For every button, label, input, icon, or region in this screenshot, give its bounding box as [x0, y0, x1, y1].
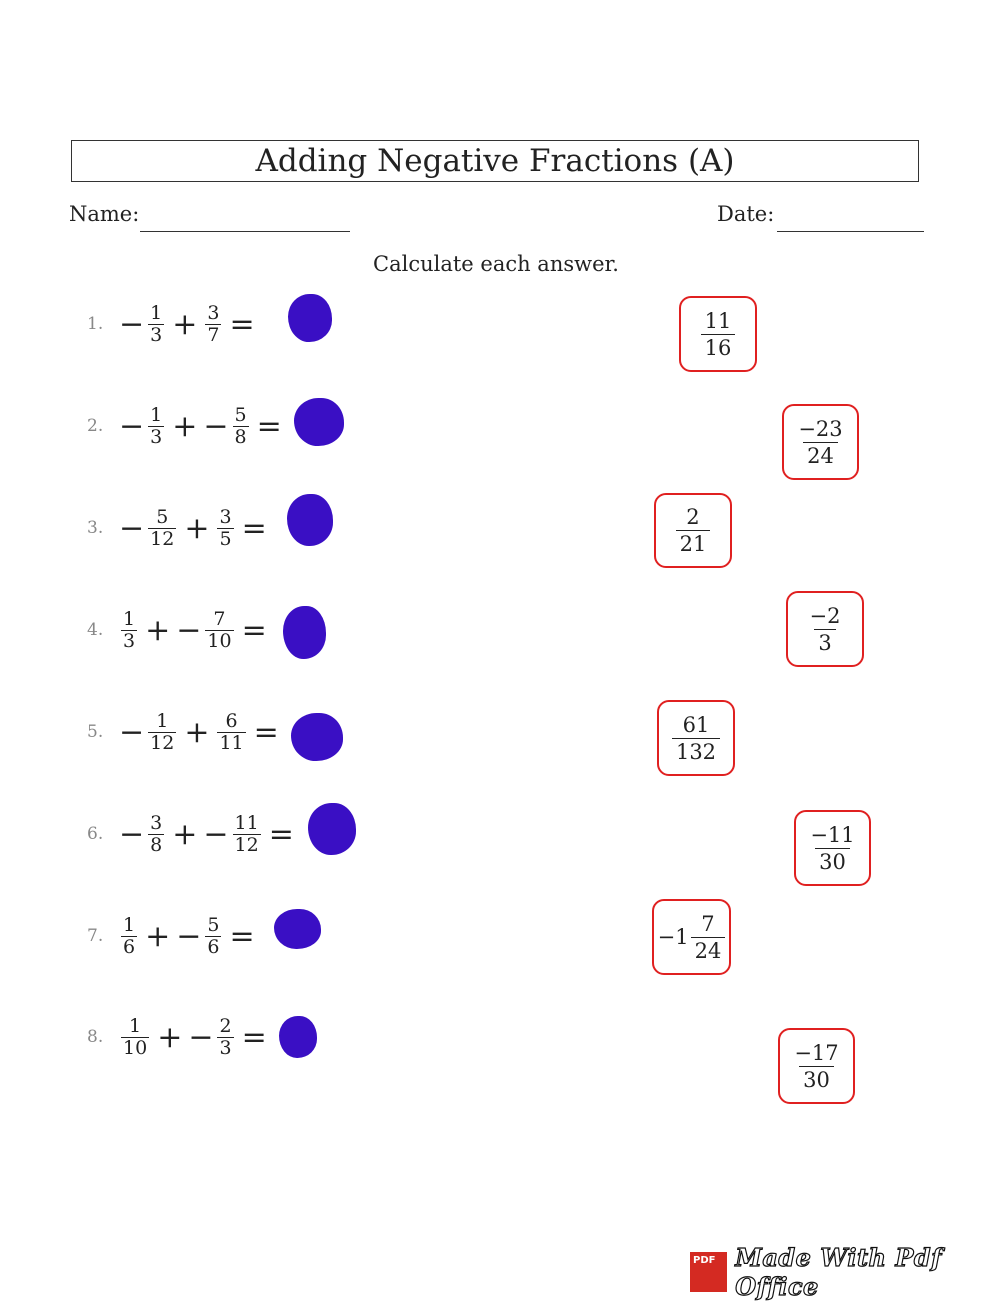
problem-row — [87, 504, 273, 552]
denominator: 12 — [150, 731, 175, 754]
denominator: 8 — [150, 833, 163, 856]
problem-row — [87, 708, 285, 756]
watermark — [690, 1243, 995, 1301]
denominator: 132 — [672, 738, 720, 765]
denominator: 12 — [234, 833, 259, 856]
fraction — [217, 1016, 233, 1059]
drop-target[interactable] — [279, 1016, 317, 1058]
answer-fraction — [794, 416, 846, 469]
drop-target[interactable] — [308, 803, 356, 855]
answer-fraction — [790, 1040, 842, 1093]
denominator: 5 — [219, 527, 232, 550]
fraction — [233, 405, 249, 448]
logo-text: PDF — [693, 1255, 716, 1266]
minus-sign: − — [119, 816, 145, 852]
denominator: 6 — [207, 935, 220, 958]
denominator: 6 — [123, 935, 136, 958]
equals-sign: = — [241, 1019, 267, 1055]
problem-number: 3. — [87, 518, 104, 538]
numerator: 7 — [701, 911, 715, 936]
numerator: 1 — [156, 709, 169, 732]
numerator: 3 — [207, 301, 220, 324]
problem-number: 6. — [87, 824, 104, 844]
date-line — [777, 231, 924, 232]
problem-expression — [119, 915, 261, 958]
date-label: Date: — [717, 202, 775, 226]
pdf-office-logo-icon — [690, 1252, 727, 1292]
numerator: 1 — [150, 403, 163, 426]
answer-card[interactable] — [654, 493, 732, 568]
watermark-text: Made With Pdf Office — [735, 1243, 942, 1301]
numerator: 2 — [219, 1014, 232, 1037]
answer-whole: −1 — [657, 925, 689, 949]
numerator: 11 — [234, 811, 259, 834]
problem-row — [87, 402, 288, 450]
numerator: −11 — [810, 822, 855, 847]
fraction — [121, 1016, 149, 1059]
denominator: 3 — [123, 629, 136, 652]
numerator: 3 — [219, 505, 232, 528]
numerator: 2 — [686, 505, 700, 529]
fraction — [148, 405, 164, 448]
answer-fraction — [701, 308, 736, 361]
problem-expression — [119, 303, 261, 346]
numerator: −17 — [794, 1040, 839, 1065]
minus-sign: − — [203, 408, 229, 444]
numerator: 61 — [682, 712, 710, 737]
problem-number: 4. — [87, 620, 104, 640]
drop-target[interactable] — [291, 713, 343, 761]
name-line — [140, 231, 350, 232]
fraction — [217, 711, 245, 754]
problem-number: 8. — [87, 1027, 104, 1047]
numerator: 3 — [150, 811, 163, 834]
problem-row — [87, 912, 261, 960]
numerator: 1 — [123, 913, 136, 936]
drop-target[interactable] — [288, 294, 332, 342]
denominator: 10 — [123, 1036, 148, 1059]
plus-sign: + — [157, 1019, 183, 1055]
fraction — [148, 813, 164, 856]
problem-expression — [119, 813, 300, 856]
problem-row — [87, 300, 261, 348]
answer-card[interactable] — [786, 591, 864, 667]
drop-target[interactable] — [287, 494, 333, 546]
numerator: 5 — [156, 505, 169, 528]
equals-sign: = — [256, 408, 282, 444]
answer-fraction — [806, 822, 858, 875]
plus-sign: + — [145, 612, 171, 648]
plus-sign: + — [172, 306, 198, 342]
worksheet-title: Adding Negative Fractions (A) — [71, 140, 919, 182]
problem-number: 1. — [87, 314, 104, 334]
numerator: 5 — [234, 403, 247, 426]
numerator: −2 — [809, 603, 841, 628]
plus-sign: + — [172, 816, 198, 852]
answer-card[interactable] — [794, 810, 871, 886]
denominator: 24 — [803, 442, 838, 469]
denominator: 21 — [676, 530, 711, 557]
numerator: 5 — [207, 913, 220, 936]
equals-sign: = — [241, 612, 267, 648]
fraction — [148, 711, 176, 754]
answer-card[interactable] — [782, 404, 859, 480]
equals-sign: = — [268, 816, 294, 852]
minus-sign: − — [119, 714, 145, 750]
fraction — [217, 507, 233, 550]
name-label: Name: — [69, 202, 140, 226]
answer-fraction — [806, 603, 845, 656]
problem-expression — [119, 609, 273, 652]
minus-sign: − — [119, 306, 145, 342]
fraction — [148, 507, 176, 550]
problem-row — [87, 606, 273, 654]
minus-sign: − — [176, 612, 202, 648]
minus-sign: − — [176, 918, 202, 954]
answer-card[interactable] — [778, 1028, 855, 1104]
denominator: 30 — [799, 1066, 834, 1093]
fraction — [205, 609, 233, 652]
denominator: 30 — [815, 848, 850, 875]
plus-sign: + — [145, 918, 171, 954]
problem-expression — [119, 405, 288, 448]
fraction — [148, 303, 164, 346]
minus-sign: − — [203, 816, 229, 852]
equals-sign: = — [253, 714, 279, 750]
plus-sign: + — [172, 408, 198, 444]
problem-row — [87, 1013, 273, 1061]
minus-sign: − — [119, 510, 145, 546]
drop-target[interactable] — [274, 909, 321, 949]
answer-card[interactable] — [679, 296, 757, 372]
minus-sign: − — [119, 408, 145, 444]
plus-sign: + — [184, 714, 210, 750]
answer-fraction — [691, 911, 726, 964]
plus-sign: + — [184, 510, 210, 546]
answer-card[interactable] — [657, 700, 735, 776]
problem-expression — [119, 711, 285, 754]
problem-row — [87, 810, 300, 858]
denominator: 12 — [150, 527, 175, 550]
fraction — [233, 813, 261, 856]
equals-sign: = — [241, 510, 267, 546]
numerator: 1 — [129, 1014, 142, 1037]
problem-number: 7. — [87, 926, 104, 946]
fraction — [121, 609, 137, 652]
problem-expression — [119, 1016, 273, 1059]
problem-expression — [119, 507, 273, 550]
problem-number: 2. — [87, 416, 104, 436]
denominator: 7 — [207, 323, 220, 346]
denominator: 3 — [150, 425, 163, 448]
answer-fraction — [676, 504, 711, 557]
denominator: 3 — [219, 1036, 232, 1059]
equals-sign: = — [229, 918, 255, 954]
numerator: 7 — [213, 607, 226, 630]
minus-sign: − — [188, 1019, 214, 1055]
numerator: −23 — [798, 416, 843, 441]
drop-target[interactable] — [283, 606, 326, 659]
denominator: 16 — [701, 334, 736, 361]
numerator: 1 — [150, 301, 163, 324]
denominator: 3 — [150, 323, 163, 346]
denominator: 3 — [814, 629, 835, 656]
fraction — [205, 915, 221, 958]
answer-fraction — [672, 712, 720, 765]
fraction — [121, 915, 137, 958]
denominator: 11 — [219, 731, 244, 754]
instructions: Calculate each answer. — [373, 252, 619, 276]
denominator: 8 — [234, 425, 247, 448]
fraction — [205, 303, 221, 346]
denominator: 10 — [207, 629, 232, 652]
problem-number: 5. — [87, 722, 104, 742]
numerator: 6 — [225, 709, 238, 732]
drop-target[interactable] — [294, 398, 344, 446]
equals-sign: = — [229, 306, 255, 342]
denominator: 24 — [691, 937, 726, 964]
numerator: 1 — [123, 607, 136, 630]
answer-card[interactable] — [652, 899, 731, 975]
numerator: 11 — [704, 308, 732, 333]
